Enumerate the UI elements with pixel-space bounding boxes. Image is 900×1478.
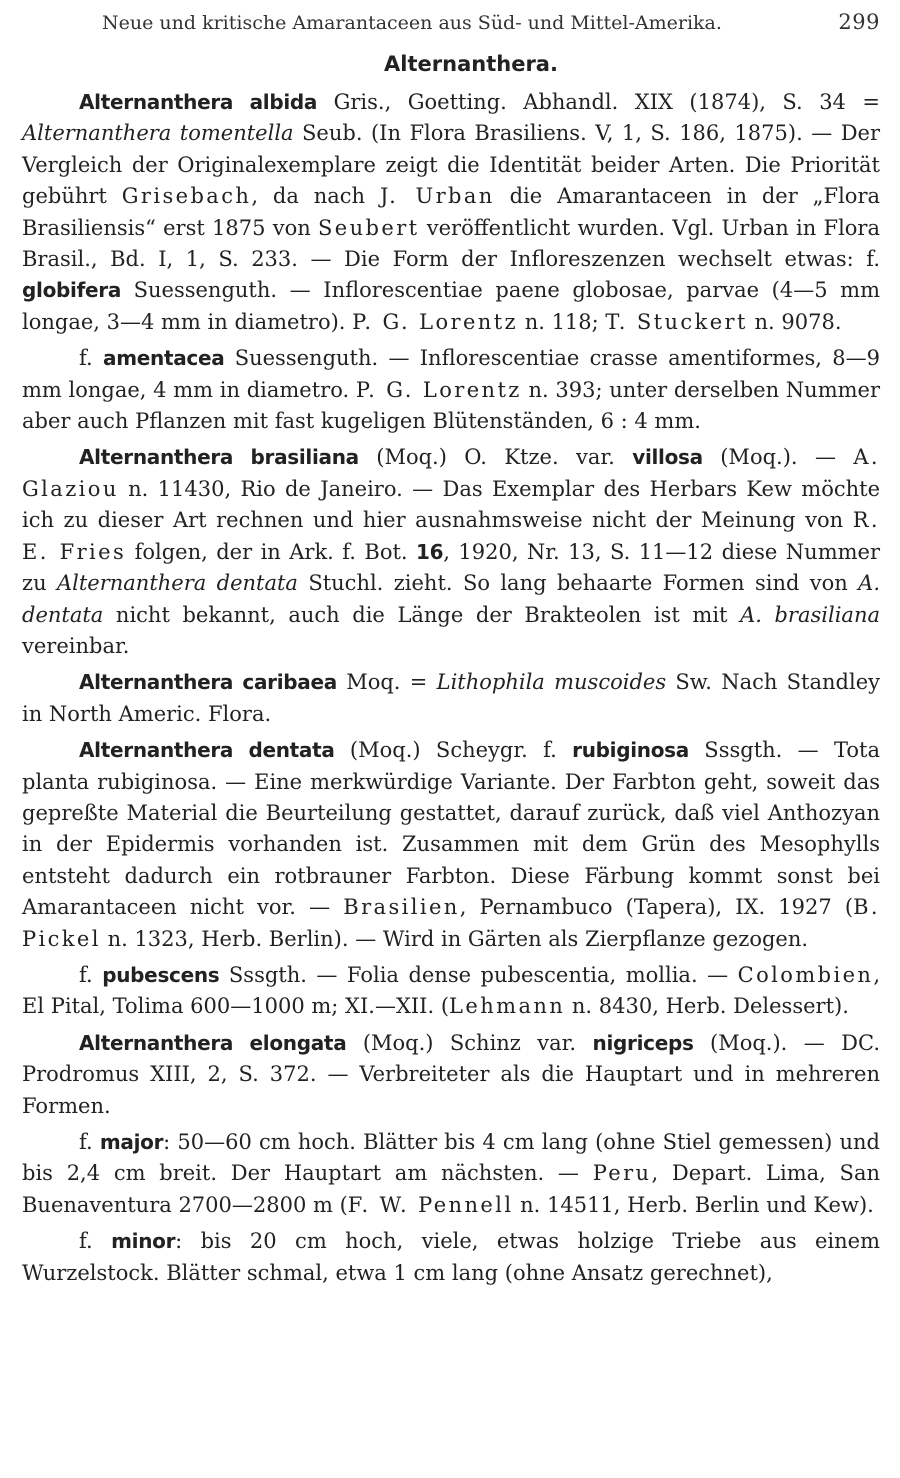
form-name: rubiginosa: [572, 738, 689, 763]
form-name: pubescens: [102, 962, 220, 987]
species-name: Alternanthera dentata: [79, 738, 335, 763]
author-name: R. E. Fries: [22, 508, 880, 564]
entry-f-major: f. major: 50—60 cm hoch. Blätter bis 4 cm lang (ohne Stiel gemessen) und bis 2,4 cm breit. Der Hauptart am nächsten. — Peru, Depart. Lima, San Buenaventura 2700—2800 m (F. W. Pennell n. 14511, Herb. Berlin und Kew).: [22, 1130, 880, 1217]
entry-alternanthera-caribaea: Alternanthera caribaea Moq. = Lithophila muscoides Sw. Nach Standley in North Americ. Flora.: [22, 670, 880, 726]
collector-name: P. G. Lorentz: [352, 309, 519, 334]
section-title: Alternanthera.: [384, 52, 558, 76]
entry-f-pubescens: f. pubescens Sssgth. — Folia dense pubescentia, mollia. — Colombien, El Pital, Tolima 600—1000 m; XI.—XII. (Lehmann n. 8430, Herb. Delessert).: [22, 962, 881, 1019]
synonym-name: Alternanthera dentata: [56, 571, 298, 596]
species-name: Alternanthera brasiliana: [79, 445, 359, 470]
synonym-name: A. dentata: [22, 571, 881, 627]
synonym-name: Alternanthera tomentella: [22, 121, 294, 146]
collector-name: Lehmann: [449, 994, 566, 1019]
locality-name: Peru: [592, 1161, 652, 1186]
entry-f-minor: f. minor: bis 20 cm hoch, viele, etwas holzige Triebe aus einem Wurzelstock. Blätter schmal, etwa 1 cm lang (ohne Ansatz gerechnet),: [22, 1229, 880, 1285]
form-name: major: [99, 1130, 164, 1154]
locality-name: Brasilien: [343, 895, 460, 920]
running-head: [22, 4, 880, 41]
species-name: Alternanthera albida: [79, 90, 318, 114]
form-name: amentacea: [103, 346, 225, 371]
variety-name: nigriceps: [592, 1030, 694, 1055]
species-name: Alternanthera caribaea: [79, 670, 337, 695]
synonym-name: A. brasiliana: [740, 602, 880, 627]
collector-name: P. G. Lorentz: [355, 377, 522, 402]
entry-f-amentacea: f. amentacea Suessenguth. — Inflorescentiae crasse amentiformes, 8—9 mm longae, 4 mm in diametro. P. G. Lorentz n. 393; unter derselben Nummer aber auch Pflanzen mit fast kugeligen Blütenständen, 6 : 4 mm.: [22, 346, 881, 434]
variety-name: villosa: [632, 445, 703, 470]
author-name: Grisebach: [121, 184, 252, 209]
locality-name: Colombien: [737, 962, 874, 987]
entry-alternanthera-brasiliana: Alternanthera brasiliana (Moq.) O. Ktze. var. villosa (Moq.). — A. Glaziou n. 11430, Rio de Janeiro. — Das Exemplar des Herbars Kew möchte ich zu dieser Art rechnen und hier ausnahmsweise nicht der Meinung von R. E. Fries folgen, der in Ark. f. Bot. 16, 1920, Nr. 13, S. 11—12 diese Nummer zu Alternanthera dentata Stuchl. zieht. So lang behaarte Formen sind von A. dentata nicht bekannt, auch die Länge der Brakteolen ist mit A. brasiliana vereinbar.: [22, 445, 881, 658]
volume-number: 16: [416, 539, 444, 564]
page-number: 299: [838, 10, 880, 34]
author-name: Seubert: [318, 215, 420, 240]
author-name: J. Urban: [379, 184, 495, 209]
entry-alternanthera-albida: Alternanthera albida Gris., Goetting. Abhandl. XIX (1874), S. 34 = Alternanthera tomentella Seub. (In Flora Brasiliens. V, 1, S. 186, 1875). — Der Vergleich der Originalexemplare zeigt die Identität beider Arten. Die Priorität gebührt Grisebach, da nach J. Urban die Amarantaceen in der „Flora Brasiliensis“ erst 1875 von Seubert veröffentlicht wurden. Vgl. Urban in Flora Brasil., Bd. I, 1, S. 233. — Die Form der Infloreszenzen wechselt etwas: f. globifera Suessenguth. — Inflorescentiae paene globosae, parvae (4—5 mm longae, 3—4 mm in diametro). P. G. Lorentz n. 118; T. Stuckert n. 9078.: [22, 90, 880, 334]
collector-name: A. Glaziou: [22, 445, 880, 501]
entry-alternanthera-dentata: Alternanthera dentata (Moq.) Scheygr. f. rubiginosa Sssgth. — Tota planta rubiginosa. — Eine merkwürdige Variante. Der Farbton geht, soweit das gepreßte Material die Beurteilung gestattet, darauf zurück, daß viel Anthozyan in der Epidermis vorhanden ist. Zusammen mit dem Grün des Mesophylls entsteht dadurch ein rotbrauner Farbton. Diese Färbung kommt sonst bei Amarantaceen nicht vor. — Brasilien, Pernambuco (Tapera), IX. 1927 (B. Pickel n. 1323, Herb. Berlin). — Wird in Gärten als Zierpflanze gezogen.: [22, 738, 880, 951]
species-name: Alternanthera elongata: [79, 1030, 347, 1055]
form-name: globifera: [22, 278, 122, 303]
collector-name: B. Pickel: [22, 895, 880, 951]
entry-alternanthera-elongata: Alternanthera elongata (Moq.) Schinz var. nigriceps (Moq.). — DC. Prodromus XIII, 2, S. 372. — Verbreiteter als die Hauptart und in mehreren Formen.: [22, 1030, 881, 1118]
running-head-title: Neue und kritische Amarantaceen aus Süd- und Mittel-Amerika.: [102, 12, 722, 34]
form-name: minor: [111, 1229, 176, 1254]
synonym-name: Lithophila muscoides: [436, 670, 667, 695]
collector-name: T. Stuckert: [605, 309, 748, 334]
collector-name: F. W. Pennell: [347, 1192, 514, 1217]
